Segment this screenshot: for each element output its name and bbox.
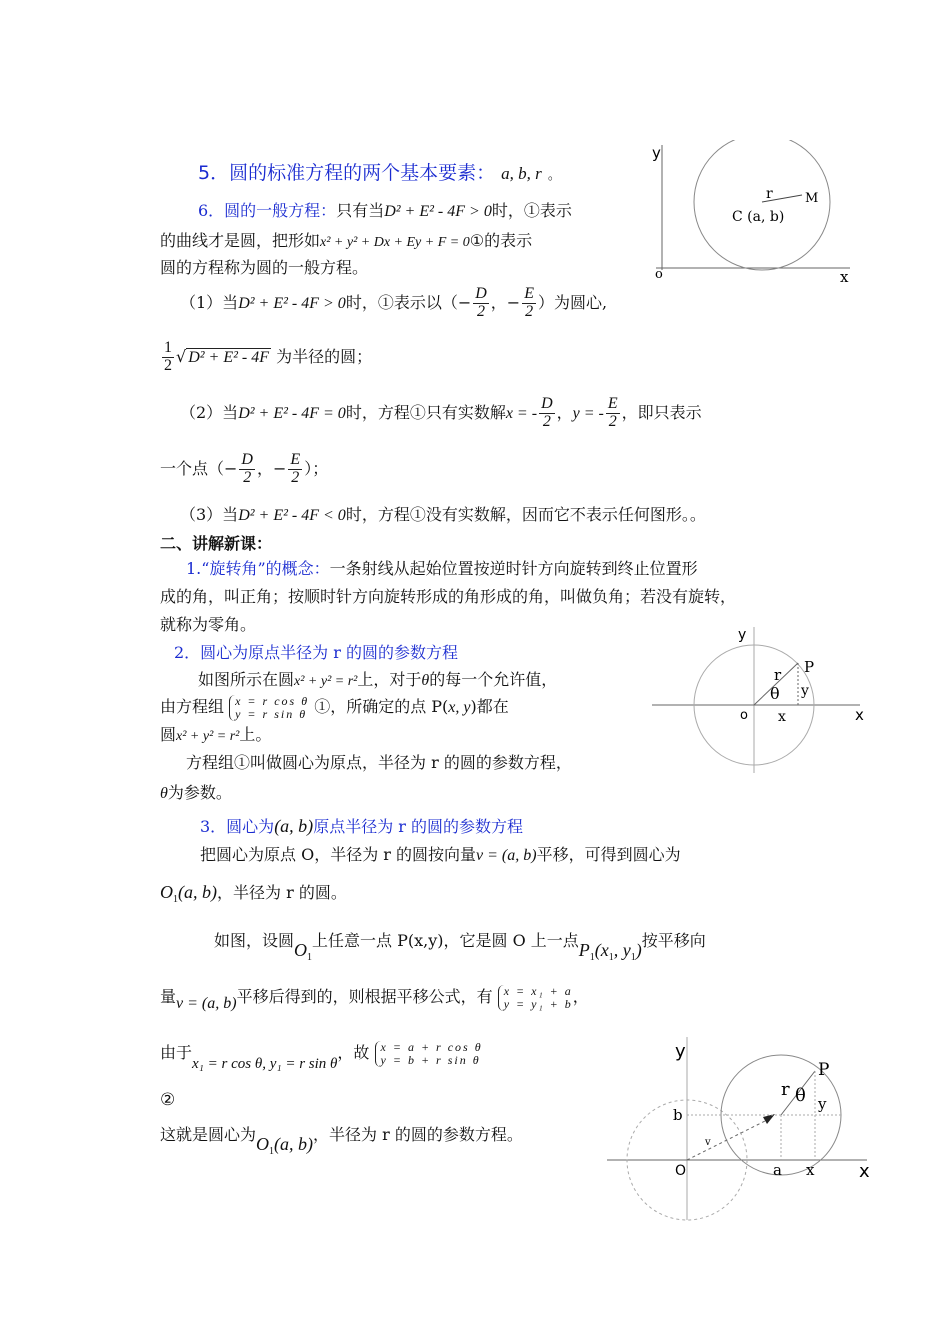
param-eq-center-line1: 把圆心为原点 O，半径为 r 的圆按向量v = (a, b)平移，可得到圆心为: [200, 845, 681, 864]
fig1-c-label: C (a, b): [732, 209, 785, 225]
fig1-r-label: r: [766, 186, 773, 202]
rotation-angle-line2: 成的角，叫正角；按顺时针方向旋转形成的角形成的角，叫做负角；若没有旋转，: [160, 587, 737, 606]
param-eq-origin-line3: 圆x² + y² = r²上。: [160, 725, 272, 744]
param-eq-origin-line2: 由方程组 x = r cos θ y = r sin θ ①，所确定的点 P(x, y)都在: [160, 693, 509, 721]
fig3-x-label: x: [859, 1161, 870, 1182]
general-eq-line3: 圆的方程称为圆的一般方程。: [160, 258, 369, 277]
rotation-angle-line3: 就称为零角。: [160, 615, 257, 634]
fig3-v-label: v: [705, 1137, 711, 1148]
equation-number-2: ②: [160, 1090, 176, 1110]
param-eq-center-line3: 如图，设圆$O_1$上任意一点 P(x,y)，它是圆 O 上一点$P_1(x_1$, $y_1$)按平移向: [214, 931, 706, 963]
rotation-angle-line1: 1.“旋转角”的概念：一条射线从起始位置按逆时针方向旋转到终止位置形: [186, 559, 698, 578]
param-eq-origin-title: 2．圆心为原点半径为 r 的圆的参数方程: [174, 643, 459, 662]
fig1-y-label: y: [652, 144, 661, 162]
fig1-m-label: M: [805, 191, 819, 206]
fig1-o-label: o: [655, 267, 663, 282]
fig2-x-label: x: [855, 706, 864, 724]
case-3: （3）当D² + E² - 4F < 0时，方程①没有实数解，因而它不表示任何图形。。: [180, 505, 706, 524]
figure-circle-center-c: [640, 140, 860, 290]
fig3-ylab: y: [818, 1095, 827, 1113]
fig2-p-label: P: [804, 658, 815, 676]
figure-circle-origin: [650, 625, 870, 775]
vector-v: [687, 1117, 773, 1160]
param-eq-center-title: 3．圆心为(a, b)原点半径为 r 的圆的参数方程: [200, 816, 524, 836]
fig3-a-label: a: [773, 1161, 782, 1179]
param-eq-center-line5: 由于x₁ = r cos θ, y₁ = r sin θ，故 x = a + r cos θ y = b + r sin θ: [160, 1039, 483, 1072]
fig2-y-label: y: [738, 627, 747, 643]
figure-translated-circle: [605, 1035, 875, 1225]
fig2-xlab: x: [778, 709, 786, 725]
fig2-theta-label: θ: [770, 684, 780, 703]
param-eq-center-line7: 这就是圆心为$O_1(a$, b)，半径为 r 的圆的参数方程。: [160, 1125, 523, 1157]
case-1-line2: $\frac{1}{2}$ √ D² + E² - 4F 为半径的圆；: [164, 339, 373, 374]
fig3-theta-label: θ: [795, 1085, 806, 1106]
fig3-p-label: P: [818, 1060, 830, 1080]
case-1-line1: （1）当D² + E² - 4F > 0时，①表示以（− $\frac{D}{2}$ ，− $\frac{E}{2}$ ）为圆心,: [180, 285, 608, 320]
case-2-line2: 一个点（− $\frac{D}{2}$ ，− $\frac{E}{2}$ ）；: [160, 451, 329, 486]
fig3-o-label: O: [675, 1163, 687, 1179]
param-eq-center-line4: 量v = (a, b)平移后得到的，则根据平移公式，有 x = x₁ + a y = y₁ + b ，: [160, 983, 589, 1012]
param-eq-center-line2: $O_1(a$, b)，半径为 r 的圆。: [160, 882, 347, 906]
fig3-r-label: r: [781, 1079, 790, 1100]
section-2-heading: 二、讲解新课：: [160, 534, 273, 553]
general-eq-line2: 的曲线才是圆，把形如x² + y² + Dx + Ey + F = 0①的表示: [160, 231, 533, 250]
param-eq-origin-line1: 如图所示在圆x² + y² = r²上，对于θ的每一个允许值，: [198, 670, 558, 689]
param-eq-origin-line5: θ为参数。: [160, 783, 232, 802]
param-eq-origin-line4: 方程组①叫做圆心为原点，半径为 r 的圆的参数方程，: [186, 753, 572, 772]
fig3-xlab: x: [806, 1161, 815, 1179]
heading-5: 5．圆的标准方程的两个基本要素： a, b, r 。: [198, 162, 561, 184]
case-2-line1: （2）当D² + E² - 4F = 0时，方程①只有实数解x = - $\frac{D}{2}$ ，y = - $\frac{E}{2}$ ，即只表示: [180, 395, 702, 430]
fig1-x-label: x: [840, 268, 849, 286]
fig2-o-label: o: [740, 708, 748, 723]
fig2-r-label: r: [774, 666, 782, 684]
fig3-y-label: y: [675, 1041, 686, 1062]
fig2-ylab: y: [801, 683, 809, 699]
fig3-b-label: b: [673, 1106, 683, 1124]
general-eq-line1: 6．圆的一般方程：只有当D² + E² - 4F > 0时，①表示: [198, 201, 572, 220]
